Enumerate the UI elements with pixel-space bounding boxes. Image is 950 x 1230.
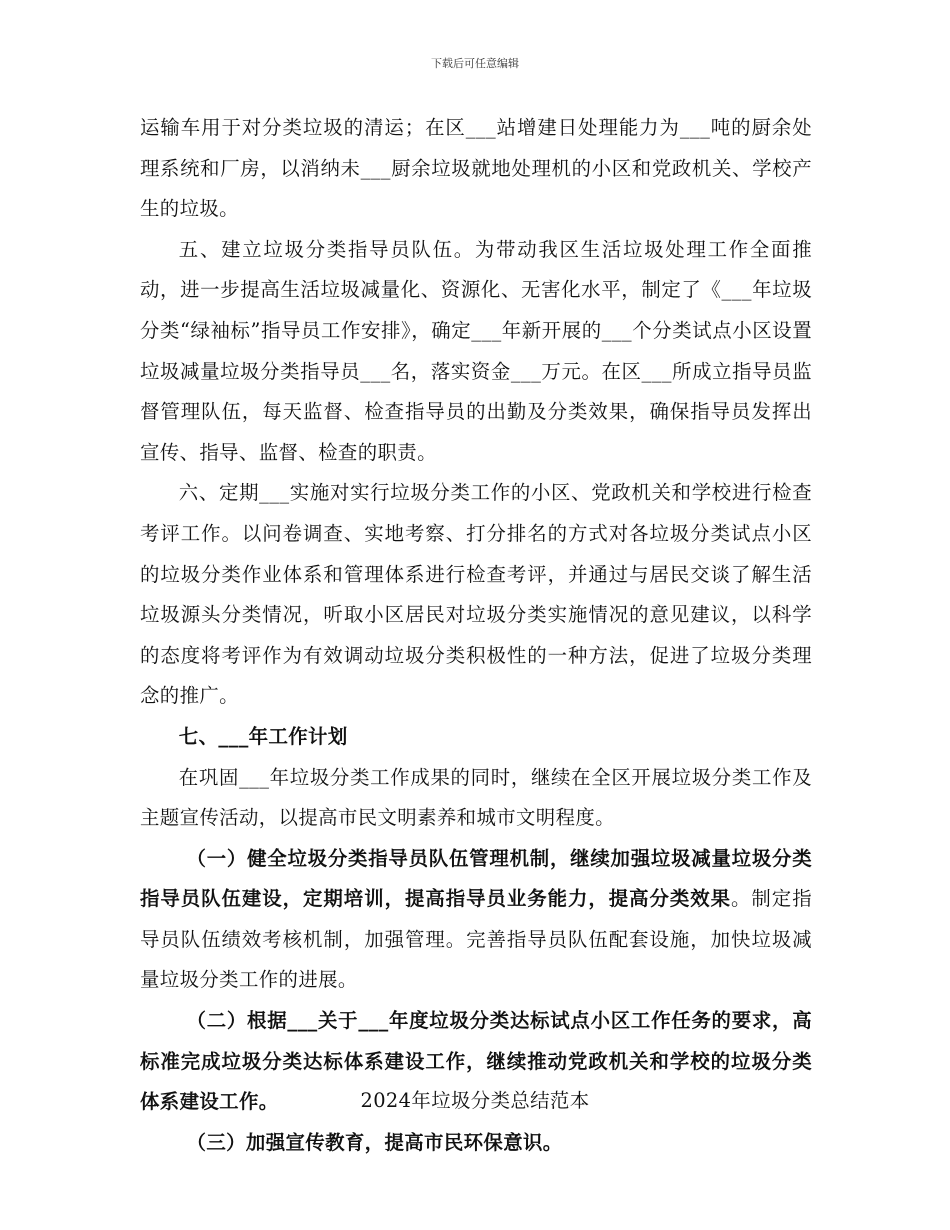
paragraph-continuation: 运输车用于对分类垃圾的清运；在区___站增建日处理能力为___吨的厨余处理系统和厂房，以消纳未___厨余垃圾就地处理机的小区和党政机关、学校产生的垃圾。 — [140, 116, 812, 221]
plan-item-one-regular-text: 。制定指导员队伍绩效考核机制，加强管理。完善指导员队伍配套设施，加快垃圾减量垃圾分类工作的进展。 — [140, 887, 812, 992]
page-header: 下载后可任意编辑 — [431, 57, 519, 70]
paragraph-plan-item-three: （三）加强宣传教育，提高市民环保意识。 — [186, 1130, 563, 1154]
paragraph-plan-intro: 在巩固___年垃圾分类工作成果的同时，继续在全区开展垃圾分类工作及主题宣传活动，以提高市民文明素养和城市文明程度。 — [140, 765, 812, 830]
plan-item-one-bold-text: （一）健全垃圾分类指导员队伍管理机制，继续加强垃圾减量垃圾分类指导员队伍建设，定期培训，提高指导员业务能力，提高分类效果 — [140, 846, 812, 911]
paragraph-plan-item-one — [140, 839, 812, 1001]
document-body — [140, 108, 812, 1163]
paragraph-plan-item-two: （二）根据___关于___年度垃圾分类达标试点小区工作任务的要求，高标准完成垃圾分类达标体系建设工作，继续推动党政机关和学校的垃圾分类体系建设工作。 — [140, 1009, 812, 1114]
heading-section-seven: 七、___年工作计划 — [178, 724, 348, 748]
paragraph-section-six: 六、定期___实施对实行垃圾分类工作的小区、党政机关和学校进行检查考评工作。以问卷调查、实地考察、打分排名的方式对各垃圾分类试点小区的垃圾分类作业体系和管理体系进行检查考评，并通过与居民交谈了解生活垃圾源头分类情况，听取小区居民对垃圾分类实施情况的意见建议，以科学的态度将考评作为有效调动垃圾分类积极性的一种方法，促进了垃圾分类理念的推广。 — [140, 481, 812, 708]
document-title: 2024年垃圾分类总结范本 — [360, 1089, 590, 1112]
paragraph-section-five: 五、建立垃圾分类指导员队伍。为带动我区生活垃圾处理工作全面推动，进一步提高生活垃圾减量化、资源化、无害化水平，制定了《___年垃圾分类“绿袖标”指导员工作安排》，确定___年新开展的___个分类试点小区设置垃圾减量垃圾分类指导员___名，落实资金___万元。在区___所成立指导员监督管理队伍，每天监督、检查指导员的出勤及分类效果，确保指导员发挥出宣传、指导、监督、检查的职责。 — [140, 237, 812, 464]
